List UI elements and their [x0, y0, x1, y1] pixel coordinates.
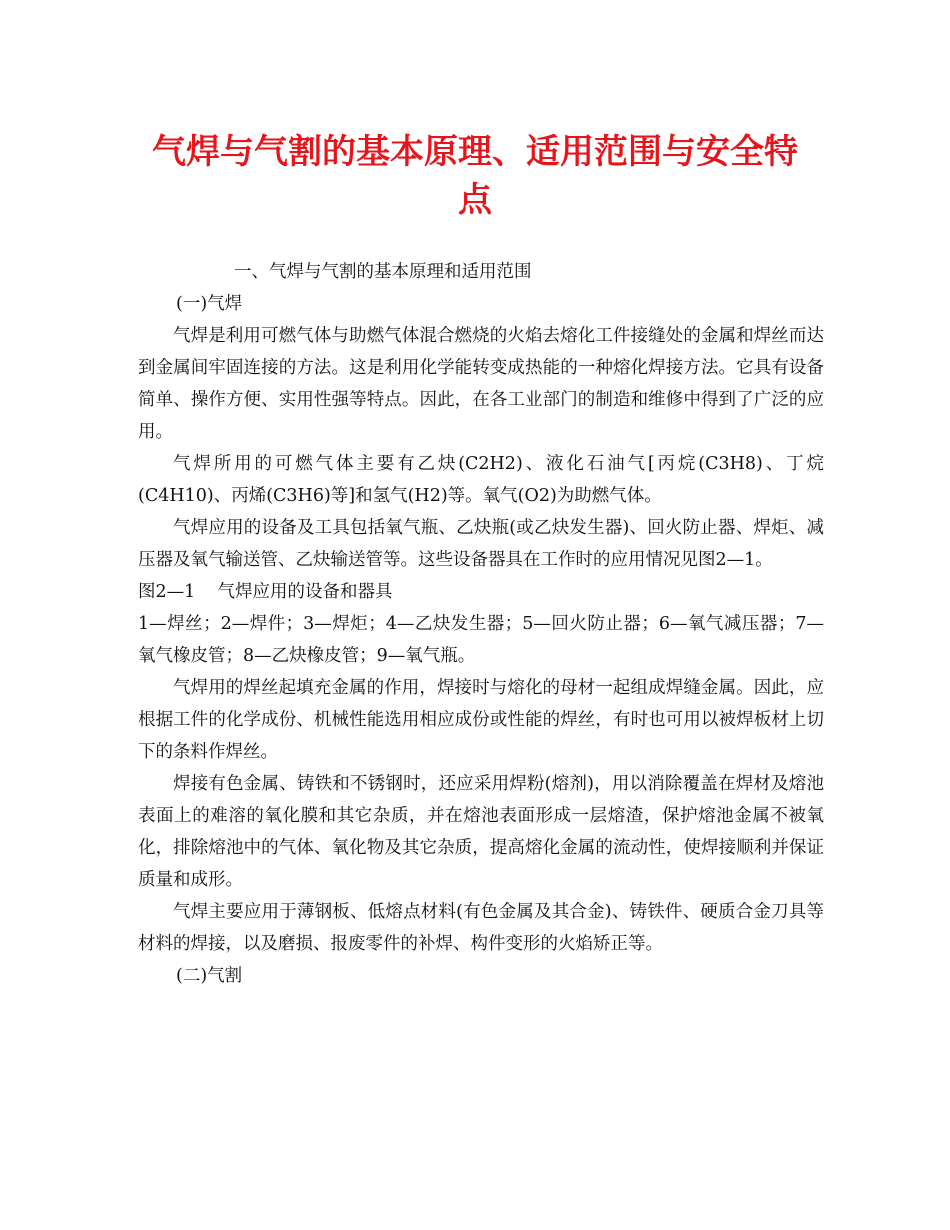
- paragraph: 气焊所用的可燃气体主要有乙炔(C2H2)、液化石油气[丙烷(C3H8)、丁烷(C4H10)、丙烯(C3H6)等]和氢气(H2)等。氧气(O2)为助燃气体。: [138, 454, 824, 506]
- paragraph: 焊接有色金属、铸铁和不锈钢时，还应采用焊粉(熔剂)，用以消除覆盖在焊材及熔池表面上的难溶的氧化膜和其它杂质，并在熔池表面形成一层熔渣，保护熔池金属不被氧化，排除熔池中的气体、氧化物及其它杂质，提高熔化金属的流动性，使焊接顺利并保证质量和成形。: [138, 774, 824, 890]
- paragraph: 气焊是利用可燃气体与助燃气体混合燃烧的火焰去熔化工件接缝处的金属和焊丝而达到金属间牢固连接的方法。这是利用化学能转变成热能的一种熔化焊接方法。它具有设备简单、操作方便、实用性强等特点。因此，在各工业部门的制造和维修中得到了广泛的应用。: [138, 326, 824, 442]
- document-title: [100, 128, 850, 224]
- title-line-1: 气焊与气割的基本原理、适用范围与安全特: [152, 132, 798, 172]
- title-line-2: 点: [458, 180, 492, 220]
- paragraph: 气焊主要应用于薄钢板、低熔点材料(有色金属及其合金)、铸铁件、硬质合金刀具等材料的焊接，以及磨损、报废零件的补焊、构件变形的火焰矫正等。: [138, 902, 824, 954]
- figure-caption: 图2—1 气焊应用的设备和器具: [138, 582, 393, 602]
- document-body: [138, 256, 824, 992]
- section-heading: 一、气焊与气割的基本原理和适用范围: [234, 262, 532, 282]
- subsection-heading-gas-welding: (一)气焊: [176, 294, 243, 314]
- subsection-heading-gas-cutting: (二)气割: [176, 966, 243, 986]
- paragraph: 气焊用的焊丝起填充金属的作用，焊接时与熔化的母材一起组成焊缝金属。因此，应根据工件的化学成份、机械性能选用相应成份或性能的焊丝，有时也可用以被焊板材上切下的条料作焊丝。: [138, 678, 824, 762]
- figure-legend: 1—焊丝；2—焊件；3—焊炬；4—乙炔发生器；5—回火防止器；6—氧气减压器；7—氧气橡皮管；8—乙炔橡皮管；9—氧气瓶。: [138, 614, 824, 666]
- paragraph: 气焊应用的设备及工具包括氧气瓶、乙炔瓶(或乙炔发生器)、回火防止器、焊炬、减压器及氧气输送管、乙炔输送管等。这些设备器具在工作时的应用情况见图2—1。: [138, 518, 824, 570]
